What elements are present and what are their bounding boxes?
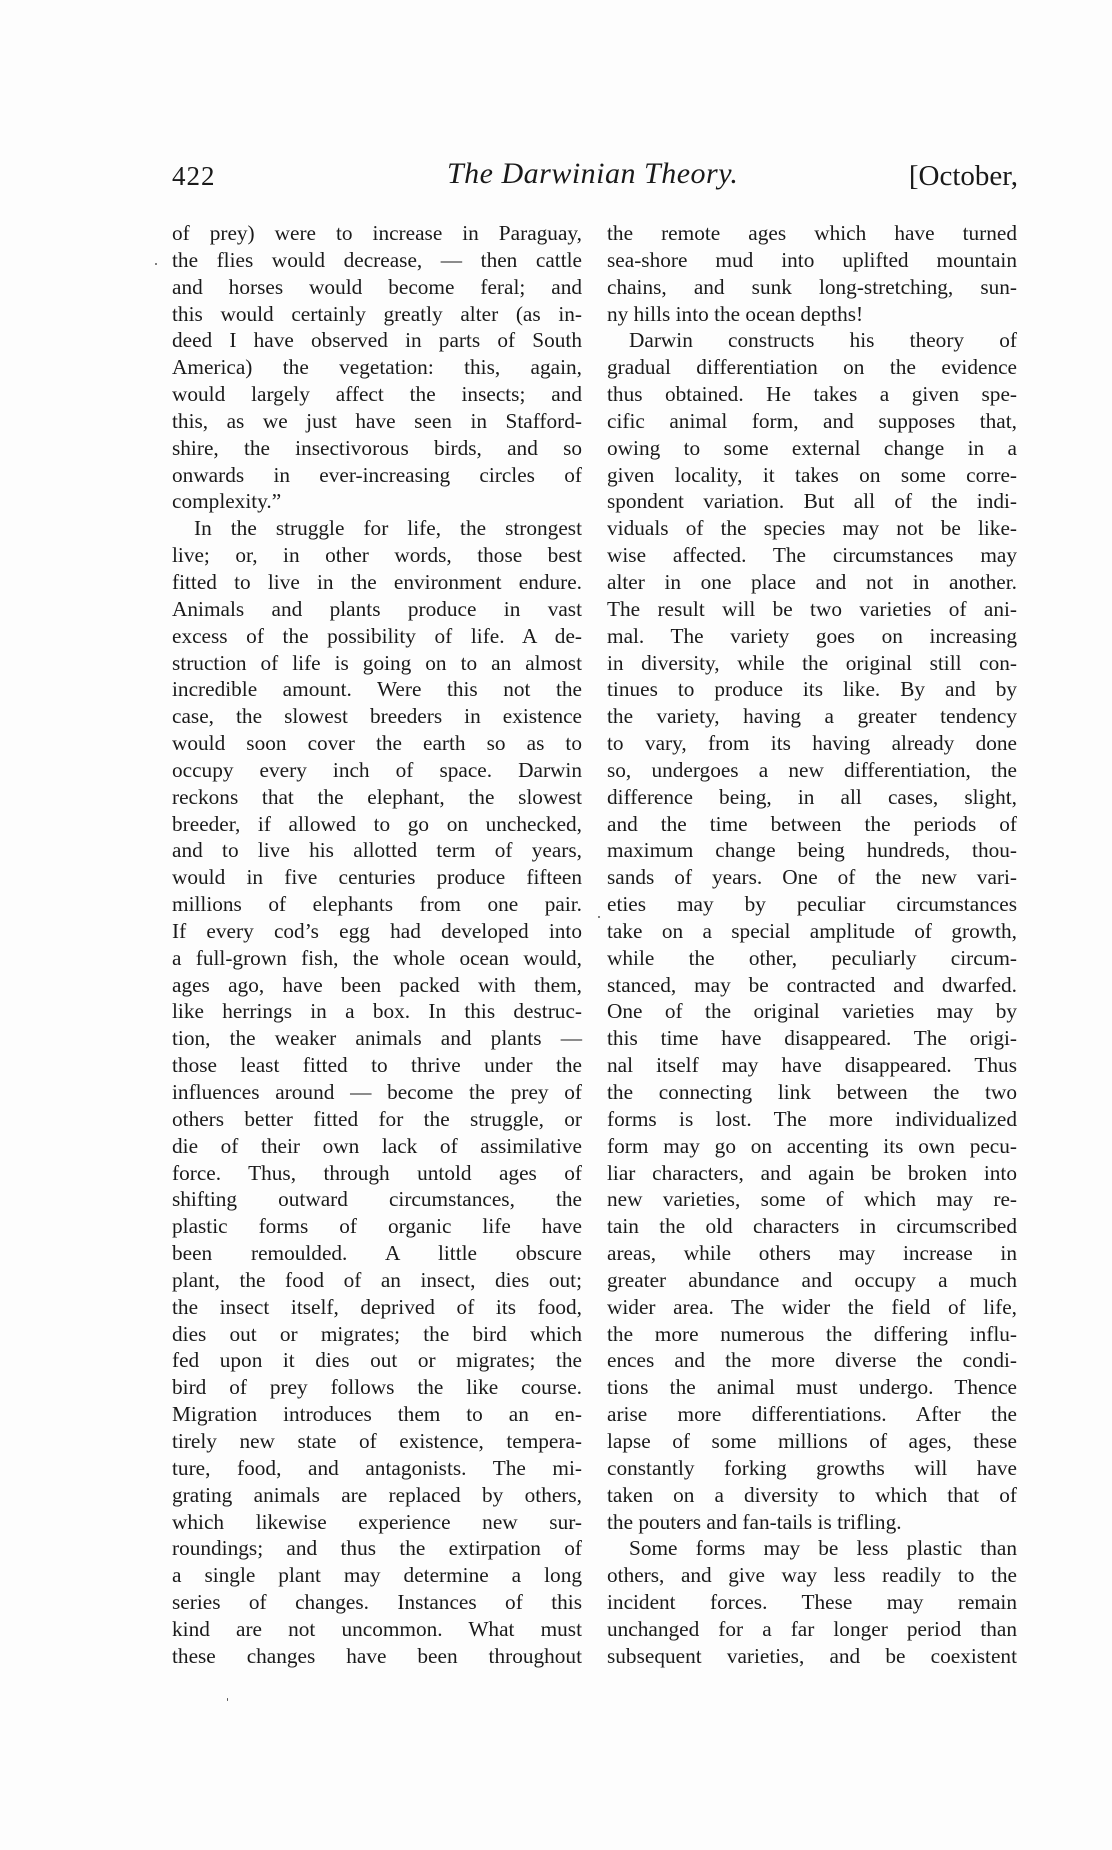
text-line: liar characters, and again be broken into [607,1160,1017,1185]
text-line: others, and give way less readily to the [607,1563,1017,1588]
text-line: chains, and sunk long-stretching, sun- [607,274,1017,299]
running-title: The Darwinian Theory. [447,157,739,190]
text-line: sands of years. One of the new vari- [607,865,1017,890]
text-line: series of changes. Instances of this [172,1590,582,1615]
text-line: the insect itself, deprived of its food, [172,1294,582,1319]
text-line: form may go on accenting its own pecu- [607,1133,1017,1158]
text-line: Some forms may be less plastic than [629,1536,1017,1561]
text-line: which likewise experience new sur- [172,1509,582,1534]
text-line: die of their own lack of assimilative [172,1133,582,1158]
text-line: would largely affect the insects; and [172,382,582,407]
right-column [607,220,1017,1670]
print-speck [598,916,600,918]
text-line: arise more differentiations. After the [607,1402,1017,1427]
text-line: and to live his allotted term of years, [172,838,582,863]
text-line: greater abundance and occupy a much [607,1267,1017,1292]
text-line: cific animal form, and supposes that, [607,408,1017,433]
issue-month: [October, [908,160,1018,192]
text-line: the more numerous the differing influ- [607,1321,1017,1346]
text-line: the pouters and fan-tails is trifling. [607,1509,902,1534]
text-line: ny hills into the ocean depths! [607,301,864,326]
text-line: tion, the weaker animals and plants — [172,1026,582,1051]
text-line: One of the original varieties may by [607,999,1017,1024]
text-line: these changes have been throughout [172,1643,582,1668]
text-line: difference being, in all cases, slight, [607,784,1017,809]
text-line: dies out or migrates; the bird which [172,1321,582,1346]
text-line: struction of life is going on to an almost [172,650,582,675]
text-line: live; or, in other words, those best [172,543,582,568]
text-line: America) the vegetation: this, again, [172,355,582,380]
text-line: would soon cover the earth so as to [172,731,582,756]
text-line: others better fitted for the struggle, or [172,1106,582,1131]
text-line: fitted to live in the environment endure. [172,569,582,594]
text-line: The result will be two varieties of ani- [607,596,1017,621]
text-line: millions of elephants from one pair. [172,892,582,917]
text-line: tain the old characters in circumscribed [607,1214,1017,1239]
text-line: grating animals are replaced by others, [172,1482,582,1507]
text-line: incredible amount. Were this not the [172,677,582,702]
text-line: while the other, peculiarly circum- [607,945,1017,970]
text-line: complexity.” [172,489,282,514]
text-line: viduals of the species may not be like- [607,516,1017,541]
text-line: constantly forking growths will have [607,1455,1017,1480]
text-line: gradual differentiation on the evidence [607,355,1017,380]
text-line: this would certainly greatly alter (as in- [172,301,582,326]
text-line: would in five centuries produce fifteen [172,865,582,890]
left-column [172,220,582,1670]
text-line: alter in one place and not in another. [607,569,1017,594]
text-line: given locality, it takes on some corre- [607,462,1017,487]
text-line: this time have disappeared. The origi- [607,1026,1017,1051]
text-line: and the time between the periods of [607,811,1017,836]
text-line: owing to some external change in a [607,435,1017,460]
text-line: If every cod’s egg had developed into [172,918,582,943]
text-line: and horses would become feral; and [172,274,582,299]
text-line: ages ago, have been packed with them, [172,972,582,997]
text-line: the flies would decrease, — then cattle [172,247,582,272]
text-line: Darwin constructs his theory of [629,328,1017,353]
text-line: ences and the more diverse the condi- [607,1348,1017,1373]
text-line: breeder, if allowed to go on unchecked, [172,811,582,836]
text-line: ture, food, and antagonists. The mi- [172,1455,582,1480]
text-line: unchanged for a far longer period than [607,1616,1017,1641]
text-line: the connecting link between the two [607,1080,1017,1104]
text-line: of prey) were to increase in Paraguay, [172,221,582,245]
text-line: a single plant may determine a long [172,1563,582,1588]
text-line: taken on a diversity to which that of [607,1482,1017,1507]
text-line: mal. The variety goes on increasing [607,623,1017,648]
text-line: incident forces. These may remain [607,1590,1017,1615]
text-line: eties may by peculiar circumstances [607,892,1017,917]
text-line: fed upon it dies out or migrates; the [172,1348,582,1373]
page-number: 422 [172,161,216,191]
text-line: reckons that the elephant, the slowest [172,784,582,809]
text-line: case, the slowest breeders in existence [172,704,582,729]
text-line: shifting outward circumstances, the [172,1187,582,1212]
text-line: plastic forms of organic life have [172,1214,582,1239]
text-line: tinues to produce its like. By and by [607,677,1017,702]
text-line: bird of prey follows the like course. [172,1375,582,1400]
text-line: nal itself may have disappeared. Thus [607,1053,1017,1078]
text-line: maximum change being hundreds, thou- [607,838,1017,863]
text-line: onwards in ever-increasing circles of [172,462,582,487]
text-line: this, as we just have seen in Stafford- [172,408,582,433]
text-line: force. Thus, through untold ages of [172,1160,582,1185]
text-line: lapse of some millions of ages, these [607,1428,1017,1453]
text-line: sea-shore mud into uplifted mountain [607,247,1017,272]
text-line: kind are not uncommon. What must [172,1616,582,1641]
text-line: Migration introduces them to an en- [172,1402,582,1427]
text-line: so, undergoes a new differentiation, the [607,757,1017,782]
text-line: in diversity, while the original still con- [607,650,1017,675]
text-line: a full-grown fish, the whole ocean would, [172,945,582,970]
text-line: areas, while others may increase in [607,1241,1017,1266]
text-line: Animals and plants produce in vast [172,596,582,621]
text-line: stanced, may be contracted and dwarfed. [607,972,1017,997]
text-line: those least fitted to thrive under the [172,1053,582,1078]
text-line: to vary, from its having already done [607,731,1017,756]
text-line: been remoulded. A little obscure [172,1241,582,1266]
text-line: tirely new state of existence, tempera- [172,1428,582,1453]
text-line: influences around — become the prey of [172,1080,582,1104]
text-line: roundings; and thus the extirpation of [172,1536,582,1561]
text-line: wider area. The wider the field of life, [607,1294,1017,1319]
text-line: tions the animal must undergo. Thence [607,1375,1017,1400]
text-line: deed I have observed in parts of South [172,328,582,353]
text-line: take on a special amplitude of growth, [607,918,1017,943]
text-line: In the struggle for life, the strongest [194,516,582,541]
text-line: subsequent varieties, and be coexistent [607,1643,1017,1668]
text-line: the remote ages which have turned [607,221,1017,245]
text-line: spondent variation. But all of the indi- [607,489,1017,514]
text-line: plant, the food of an insect, dies out; [172,1267,582,1292]
text-line: like herrings in a box. In this destruc- [172,999,582,1024]
text-line: wise affected. The circumstances may [607,543,1017,568]
text-line: new varieties, some of which may re- [607,1187,1017,1212]
print-speck [155,263,157,265]
text-line: thus obtained. He takes a given spe- [607,382,1017,407]
running-head [172,158,1018,194]
text-line: the variety, having a greater tendency [607,704,1017,729]
text-line: forms is lost. The more individualized [607,1106,1017,1131]
print-speck [227,1698,228,1701]
text-line: occupy every inch of space. Darwin [172,757,582,782]
text-line: excess of the possibility of life. A de- [172,623,582,648]
text-line: shire, the insectivorous birds, and so [172,435,582,460]
